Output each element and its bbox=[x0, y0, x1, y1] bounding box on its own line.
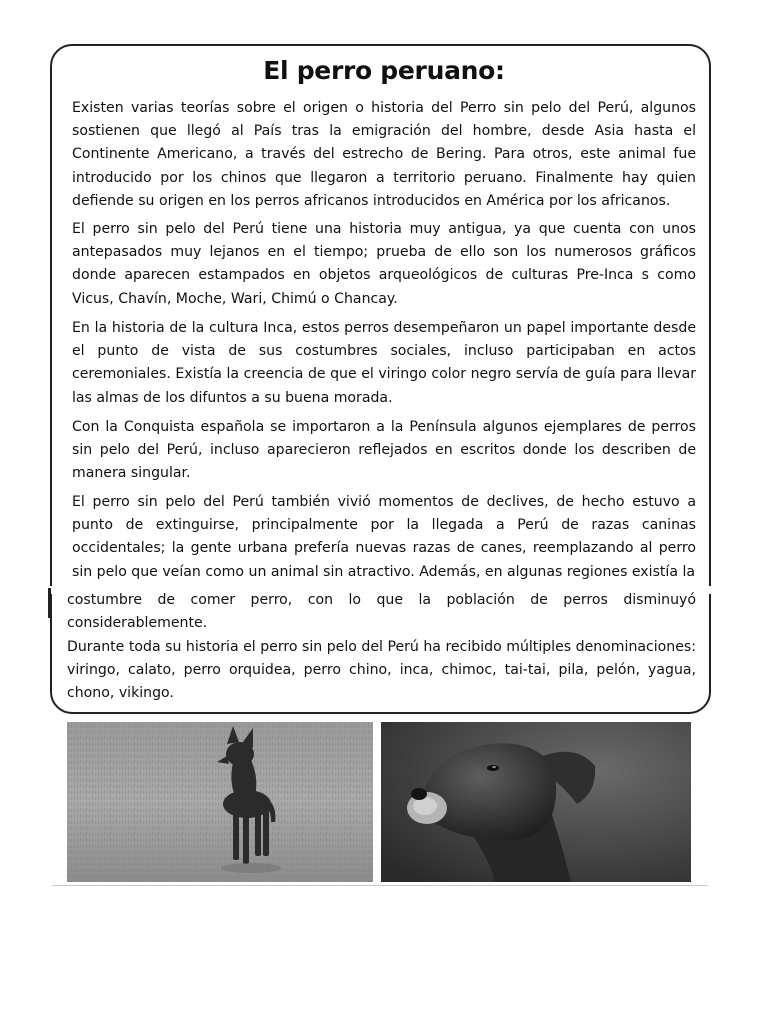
paragraph-decline: El perro sin pelo del Perú también vivió momentos de declives, de hecho estuvo a punto de extinguirse, principalmente por la llegada a Perú de razas caninas occidentales; la gente urbana prefería nuevas razas de canes, reemplazando al perro sin pelo que veían como un animal sin atractivo. Además, en algunas regiones existía la bbox=[72, 494, 696, 580]
paragraph-history: El perro sin pelo del Perú tiene una historia muy antigua, ya que cuenta con unos antepasados muy lejanos en el tiempo; prueba de ello son los numerosos gráficos donde aparecen estampados en objetos arqueológicos de culturas Pre-Inca s como Vicus, Chavín, Moche, Wari, Chimú o Chancay. bbox=[72, 221, 696, 307]
paragraph-origin: Existen varias teorías sobre el origen o historia del Perro sin pelo del Perú, algunos sostienen que llegó al País tras la emigración del hombre, desde Asia hasta el Continente Americano, a través del estrecho de Bering. Para otros, este animal fue introducido por los chinos que llegaron a territorio peruano. Finalmente hay quien defiende su origen en los perros africanos introducidos en América por los africanos. bbox=[72, 100, 696, 209]
hairless-dog-standing-photo bbox=[67, 722, 373, 882]
scan-seam-edge bbox=[48, 588, 51, 618]
bottom-rule bbox=[52, 885, 708, 886]
paragraph-decline-continued: costumbre de comer perro, con lo que la población de perros disminuyó considerablemente. bbox=[67, 592, 696, 632]
paragraph-names: Durante toda su historia el perro sin pelo del Perú ha recibido múltiples denominaciones: viringo, calato, perro orquidea, perro chino, inca, chimoc, tai-tai, pila, pelón, yagua, chono, vikingo. bbox=[67, 639, 696, 702]
document-title: El perro peruano: bbox=[263, 56, 505, 85]
paragraph-inca: En la historia de la cultura Inca, estos perros desempeñaron un papel importante desde el punto de vista de sus costumbres sociales, incluso participaban en actos ceremoniales. Existía la creencia de que el viringo color negro servía de guía para llevar las almas de los difuntos a su buena morada. bbox=[72, 320, 696, 406]
paragraph-conquest: Con la Conquista española se importaron a la Península algunos ejemplares de perros sin pelo del Perú, incluso aparecieron reflejados en escritos donde los describen de manera singular. bbox=[72, 419, 696, 482]
hairless-dog-head-photo bbox=[381, 722, 691, 882]
